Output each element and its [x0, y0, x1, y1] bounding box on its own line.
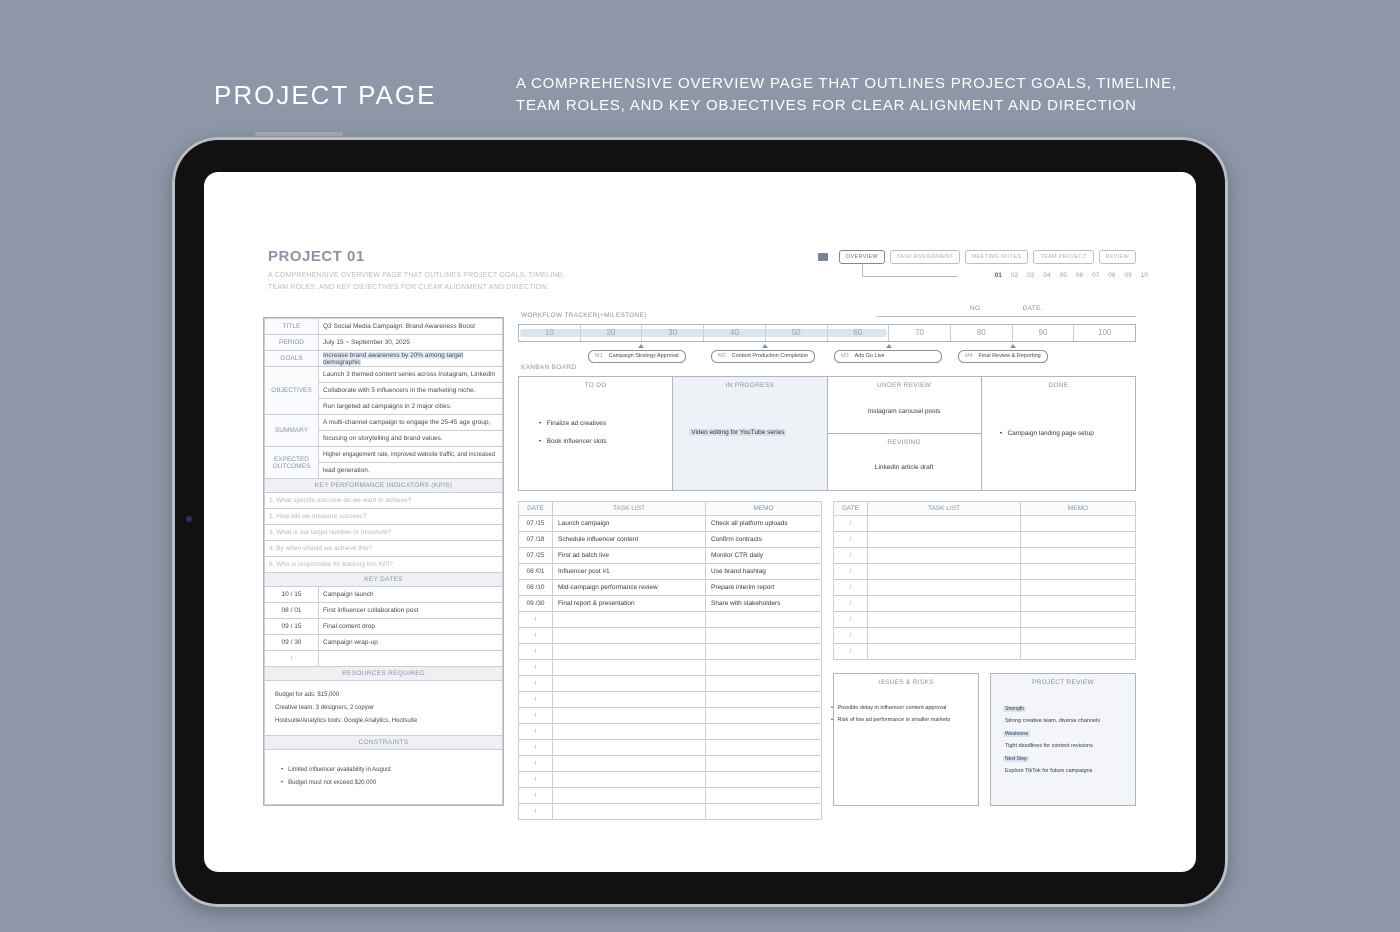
kanban-review — [828, 377, 982, 490]
task-date[interactable]: 09 /30 — [519, 596, 553, 612]
kanban-card[interactable]: • Book influencer slots — [539, 438, 607, 445]
table-row — [519, 644, 822, 660]
table-row — [519, 708, 822, 724]
table-row — [519, 548, 822, 564]
weakness-tag: Weakness — [1005, 731, 1029, 737]
task-date[interactable]: / — [519, 724, 553, 740]
task-date[interactable]: / — [519, 740, 553, 756]
issues-title: ISSUES & RISKS — [878, 679, 934, 686]
tab-team-project[interactable]: TEAM PROJECT — [1033, 250, 1093, 264]
task-memo[interactable]: Check all platform uploads — [706, 516, 822, 532]
no-date-labels — [970, 305, 1081, 312]
task-memo[interactable] — [706, 740, 822, 756]
issue-text: Possible delay in influencer content approval — [837, 705, 947, 711]
task-date[interactable]: / — [834, 612, 868, 628]
kanban-inprogress[interactable] — [673, 377, 827, 490]
task-name[interactable]: Mid-campaign performance review — [553, 580, 706, 596]
table-row — [519, 596, 822, 612]
milestone-label: Ads Go Live — [854, 353, 885, 359]
page-link[interactable]: 08 — [1108, 272, 1116, 279]
no-label: NO. — [970, 305, 983, 312]
task-memo[interactable] — [706, 628, 822, 644]
task-memo[interactable] — [1021, 644, 1136, 660]
task-memo[interactable]: Share with stakeholders — [706, 596, 822, 612]
table-row — [519, 788, 822, 804]
col-date: DATE — [834, 502, 868, 516]
project-review-box[interactable] — [990, 673, 1136, 806]
task-date[interactable]: / — [834, 628, 868, 644]
resource-item: Creative team: 3 designers, 2 copywr — [275, 704, 375, 711]
table-row — [834, 596, 1136, 612]
task-memo[interactable]: Use brand hashtag — [706, 564, 822, 580]
milestone-marker — [886, 344, 892, 348]
task-date[interactable]: / — [834, 580, 868, 596]
page-link[interactable]: 02 — [1010, 272, 1019, 279]
tracker-tick: 50 — [766, 325, 828, 341]
milestone-marker — [762, 344, 768, 348]
task-memo[interactable] — [1021, 580, 1136, 596]
key-date[interactable]: 08 / 01 — [265, 603, 319, 619]
table-row — [834, 564, 1136, 580]
key-date-event[interactable]: Final content drop — [319, 619, 503, 635]
milestone-id: M4 — [965, 353, 973, 359]
table-row — [834, 628, 1136, 644]
kanban-todo[interactable] — [519, 377, 673, 490]
resource-item: Hootsuite/Analytics tools: Google Analytics, Hootsuite — [275, 717, 418, 724]
task-name[interactable] — [553, 724, 706, 740]
task-memo[interactable] — [706, 788, 822, 804]
task-date[interactable]: / — [519, 612, 553, 628]
kanban-inprogress-header: IN PROGRESS — [725, 382, 775, 389]
next-step-tag: Next Step — [1005, 756, 1027, 762]
issue-item: • Possible delay in influencer content approval — [831, 705, 947, 711]
kanban-card[interactable]: Video editing for YouTube series — [691, 429, 785, 436]
weakness-text: Tight deadlines for content revisions — [1005, 743, 1093, 749]
milestone-m3[interactable] — [834, 350, 942, 363]
outcomes-line[interactable]: lead generation. — [319, 463, 503, 479]
kpi-question[interactable]: 5. Who is responsible for tracking this KPI? — [265, 557, 503, 573]
task-memo[interactable] — [1021, 596, 1136, 612]
tracker-tick: 90 — [1013, 325, 1075, 341]
tracker-tick: 60 — [828, 325, 890, 341]
task-date[interactable]: 07 /18 — [519, 532, 553, 548]
objectives-label: OBJECTIVES — [265, 367, 319, 415]
tab-bar — [818, 250, 1136, 264]
task-name[interactable] — [868, 580, 1021, 596]
kpi-question[interactable]: 3. What is our target number or threshold? — [265, 525, 503, 541]
next-step-text: Explore TikTok for future campaigns — [1005, 768, 1093, 774]
task-date[interactable]: 08 /10 — [519, 580, 553, 596]
title-label: TITLE — [265, 319, 319, 335]
task-name[interactable] — [868, 548, 1021, 564]
task-date[interactable]: / — [834, 516, 868, 532]
task-name[interactable] — [553, 804, 706, 820]
col-task: TASK LIST — [868, 502, 1021, 516]
key-date-event[interactable]: Campaign wrap-up — [319, 635, 503, 651]
task-memo[interactable] — [706, 660, 822, 676]
col-memo: MEMO — [1021, 502, 1136, 516]
table-row — [519, 676, 822, 692]
resources-title: RESOURCES REQUIRED — [265, 667, 503, 681]
milestone-label: Final Review & Reporting — [978, 353, 1041, 359]
milestone-id: M2 — [718, 353, 726, 359]
issues-box[interactable] — [833, 673, 979, 806]
task-date[interactable]: / — [834, 532, 868, 548]
task-name[interactable] — [553, 660, 706, 676]
kanban-card-text: Book influencer slots — [546, 438, 607, 445]
task-date[interactable]: / — [519, 708, 553, 724]
kanban-card[interactable]: LinkedIn article draft — [874, 464, 934, 471]
no-date-line[interactable] — [876, 316, 1136, 317]
task-name[interactable]: First ad batch live — [553, 548, 706, 564]
task-name[interactable] — [553, 772, 706, 788]
table-row — [519, 580, 822, 596]
strength-text: Strong creative team, diverse channels — [1005, 718, 1101, 724]
outcomes-label: EXPECTED OUTCOMES — [265, 447, 319, 479]
task-name[interactable]: Influencer post #1 — [553, 564, 706, 580]
issue-item: • Risk of low ad performance in smaller markets — [831, 717, 951, 723]
task-memo[interactable] — [706, 724, 822, 740]
constraint-item: • Limited influencer availability in August — [281, 767, 391, 773]
task-memo[interactable] — [706, 708, 822, 724]
task-table-right — [833, 501, 1136, 660]
issue-text: Risk of low ad performance in smaller markets — [837, 717, 951, 723]
table-row — [519, 772, 822, 788]
task-name[interactable] — [553, 644, 706, 660]
resource-item: Budget for ads: $15,000 — [275, 691, 340, 698]
period-label: PERIOD — [265, 335, 319, 351]
key-date[interactable]: / — [265, 651, 319, 667]
task-name[interactable] — [553, 628, 706, 644]
task-name[interactable] — [553, 692, 706, 708]
date-label: DATE. — [1022, 305, 1043, 312]
table-row — [519, 724, 822, 740]
table-row — [519, 564, 822, 580]
task-name[interactable] — [868, 564, 1021, 580]
kpi-question[interactable]: 2. How will we measure success? — [265, 509, 503, 525]
table-row — [834, 580, 1136, 596]
kanban-board — [518, 376, 1136, 491]
key-date-event[interactable] — [319, 651, 503, 667]
tracker-tick: 30 — [642, 325, 704, 341]
task-date[interactable]: / — [519, 788, 553, 804]
tab-overview[interactable]: OVERVIEW — [839, 250, 885, 264]
col-task: TASK LIST — [553, 502, 706, 516]
task-memo[interactable] — [1021, 548, 1136, 564]
col-memo: MEMO — [706, 502, 822, 516]
page-link[interactable]: 10 — [1140, 272, 1148, 279]
table-row — [519, 740, 822, 756]
key-date[interactable]: 09 / 30 — [265, 635, 319, 651]
device-top-button — [255, 132, 343, 136]
kanban-revising[interactable] — [828, 434, 981, 490]
tracker-tick: 20 — [581, 325, 643, 341]
task-name[interactable]: Schedule influencer content — [553, 532, 706, 548]
kanban-todo-header: TO DO — [584, 382, 607, 389]
kanban-title: KANBAN BOARD — [521, 364, 577, 371]
review-title: PROJECT REVIEW — [1032, 679, 1094, 686]
task-date[interactable]: / — [519, 804, 553, 820]
page-numbers — [995, 272, 1148, 279]
kanban-under-review[interactable] — [828, 377, 981, 434]
task-memo[interactable] — [1021, 564, 1136, 580]
camera-dot — [186, 516, 192, 522]
page-link[interactable]: 09 — [1124, 272, 1132, 279]
tab-connector — [862, 264, 863, 276]
task-date[interactable]: 07 /15 — [519, 516, 553, 532]
summary-line[interactable]: focusing on storytelling and brand values. — [319, 431, 503, 447]
table-row — [519, 756, 822, 772]
kanban-card[interactable]: • Finalize ad creatives — [539, 420, 606, 427]
tracker-tick: 100 — [1098, 328, 1112, 337]
task-date[interactable]: / — [834, 596, 868, 612]
table-row — [834, 532, 1136, 548]
constraint-text: Limited influencer availability in August — [288, 767, 391, 773]
task-memo[interactable]: Prepare interim report — [706, 580, 822, 596]
hero-title: PROJECT PAGE — [214, 80, 437, 110]
tracker-tick: 40 — [704, 325, 766, 341]
milestone-m2[interactable] — [711, 350, 815, 363]
key-date[interactable]: 09 / 15 — [265, 619, 319, 635]
task-date[interactable]: / — [519, 660, 553, 676]
task-date[interactable]: / — [519, 628, 553, 644]
milestone-marker — [638, 344, 644, 348]
task-date[interactable]: / — [834, 564, 868, 580]
resources-cell[interactable] — [265, 681, 503, 736]
kanban-card[interactable]: Instagram carousel posts — [867, 408, 941, 415]
kanban-card[interactable]: • Campaign landing page setup — [999, 430, 1094, 437]
page-link[interactable]: 03 — [1027, 272, 1035, 279]
key-date-event[interactable]: Campaign launch — [319, 587, 503, 603]
task-memo[interactable] — [1021, 628, 1136, 644]
tracker-tick: 80 — [951, 325, 1013, 341]
objective-item[interactable]: Launch 3 themed content series across Instagram, LinkedIn — [319, 367, 503, 383]
task-name[interactable] — [868, 612, 1021, 628]
page-link[interactable]: 01 — [994, 272, 1002, 279]
tab-meeting-notes[interactable]: MEETING NOTES — [965, 250, 1028, 264]
task-name[interactable] — [553, 788, 706, 804]
constraint-item: • Budget must not exceed $20,000 — [281, 780, 377, 786]
kanban-review-header: UNDER REVIEW — [877, 382, 932, 389]
task-memo[interactable] — [1021, 516, 1136, 532]
kanban-done-header: DONE — [1048, 382, 1069, 389]
table-row — [519, 532, 822, 548]
task-memo[interactable]: Monitor CTR daily — [706, 548, 822, 564]
objective-item[interactable]: Collaborate with 5 influencers in the marketing niche. — [319, 383, 503, 399]
key-date[interactable]: 10 / 15 — [265, 587, 319, 603]
page-subtitle: A COMPREHENSIVE OVERVIEW PAGE THAT OUTLINES PROJECT GOALS, TIMELINE, TEAM ROLES, AND KEY OBJECTIVES FOR CLEAR ALIGNMENT AND DIRECTION. — [268, 272, 565, 291]
kpi-section-title: KEY PERFORMANCE INDICATORS (KPIS) — [265, 479, 503, 493]
table-row — [834, 612, 1136, 628]
task-name[interactable] — [553, 612, 706, 628]
milestone-label: Campaign Strategy Approval — [608, 353, 679, 359]
milestone-label: Content Production Completion — [731, 353, 809, 359]
kanban-revising-header: REVISING — [887, 439, 921, 446]
task-memo[interactable] — [1021, 612, 1136, 628]
task-date[interactable]: / — [519, 772, 553, 788]
strength-tag: Strength — [1005, 706, 1024, 712]
task-name[interactable] — [868, 532, 1021, 548]
folder-icon[interactable] — [818, 253, 828, 261]
key-date-event[interactable]: First influencer collaboration post — [319, 603, 503, 619]
kanban-done[interactable] — [982, 377, 1135, 490]
tab-review[interactable]: REVIEW — [1099, 250, 1137, 264]
milestone-id: M3 — [841, 353, 849, 359]
milestone-marker — [1010, 344, 1016, 348]
table-row — [519, 516, 822, 532]
resources-block — [265, 683, 502, 734]
task-memo[interactable] — [706, 756, 822, 772]
task-table-left — [518, 501, 822, 820]
tracker-tick: 70 — [889, 325, 951, 341]
task-date[interactable]: / — [834, 548, 868, 564]
task-memo[interactable] — [1021, 532, 1136, 548]
task-name[interactable] — [553, 756, 706, 772]
outcomes-line[interactable]: Higher engagement rate, improved website traffic, and increased — [319, 447, 503, 463]
table-row — [834, 516, 1136, 532]
task-name[interactable] — [868, 516, 1021, 532]
kpi-question[interactable]: 1. What specific outcome do we want to achieve? — [265, 493, 503, 509]
tablet-screen — [204, 172, 1196, 872]
goals-text: Increase brand awareness by 20% among target demographic — [323, 351, 464, 366]
task-date[interactable]: 08 /01 — [519, 564, 553, 580]
page-link[interactable]: 06 — [1075, 272, 1084, 279]
milestone-m4[interactable] — [958, 350, 1048, 363]
page-link[interactable]: 04 — [1043, 272, 1051, 279]
col-date: DATE — [519, 502, 553, 516]
title-value[interactable]: Q3 Social Media Campaign: Brand Awareness Boost — [319, 319, 503, 335]
task-name[interactable]: Launch campaign — [553, 516, 706, 532]
page-link[interactable]: 05 — [1059, 272, 1067, 279]
task-name[interactable] — [553, 740, 706, 756]
table-row — [519, 804, 822, 820]
task-name[interactable]: Final report & presentation — [553, 596, 706, 612]
key-dates-title: KEY DATES — [265, 573, 503, 587]
workflow-tracker[interactable] — [518, 324, 1136, 342]
table-row — [519, 628, 822, 644]
task-memo[interactable] — [706, 644, 822, 660]
task-name[interactable] — [868, 596, 1021, 612]
task-date[interactable]: / — [519, 692, 553, 708]
summary-label: SUMMARY — [265, 415, 319, 447]
task-name[interactable] — [553, 708, 706, 724]
task-date[interactable]: / — [519, 644, 553, 660]
task-date[interactable]: / — [834, 644, 868, 660]
task-name[interactable] — [868, 644, 1021, 660]
table-row — [834, 644, 1136, 660]
constraints-block — [265, 750, 502, 796]
page-title: PROJECT 01 — [268, 248, 365, 265]
kanban-card-text: Finalize ad creatives — [546, 420, 606, 427]
table-row — [519, 692, 822, 708]
task-memo[interactable] — [706, 772, 822, 788]
objective-item[interactable]: Run targeted ad campaigns in 2 major cities. — [319, 399, 503, 415]
task-memo[interactable] — [706, 692, 822, 708]
hero-description: A COMPREHENSIVE OVERVIEW PAGE THAT OUTLINES PROJECT GOALS, TIMELINE, TEAM ROLES, AND KEY OBJECTIVES FOR CLEAR ALIGNMENT AND DIRECTION — [516, 75, 1177, 114]
task-memo[interactable] — [706, 804, 822, 820]
tracker-tick: 10 — [519, 325, 581, 341]
task-memo[interactable]: Confirm contracts — [706, 532, 822, 548]
constraint-text: Budget must not exceed $20,000 — [288, 780, 377, 786]
period-value[interactable]: July 15 ~ September 30, 2025 — [319, 335, 503, 351]
milestone-m1[interactable] — [588, 350, 686, 363]
summary-line[interactable]: A multi-channel campaign to engage the 25-45 age group, — [319, 415, 503, 431]
task-memo[interactable] — [706, 612, 822, 628]
milestone-id: M1 — [595, 353, 603, 359]
table-row — [519, 660, 822, 676]
table-row — [834, 548, 1136, 564]
task-date[interactable]: / — [519, 676, 553, 692]
task-name[interactable] — [868, 628, 1021, 644]
task-name[interactable] — [553, 676, 706, 692]
tracker-title: WORKFLOW TRACKER(+MILESTONE) — [521, 312, 647, 319]
goals-label: GOALS — [265, 351, 319, 367]
page-link[interactable]: 07 — [1092, 272, 1100, 279]
task-date[interactable]: / — [519, 756, 553, 772]
task-memo[interactable] — [706, 676, 822, 692]
kpi-question[interactable]: 4. By when should we achieve this? — [265, 541, 503, 557]
goals-value[interactable] — [319, 351, 503, 367]
kanban-card-text: Campaign landing page setup — [1007, 430, 1094, 437]
tab-task-assignment[interactable]: TASK ASSIGNMENT — [890, 250, 960, 264]
constraints-cell[interactable] — [265, 750, 503, 805]
constraints-title: CONSTRAINTS — [265, 736, 503, 750]
task-date[interactable]: 07 /25 — [519, 548, 553, 564]
tab-connector-h — [862, 276, 958, 277]
overview-panel — [263, 317, 504, 806]
table-row — [519, 612, 822, 628]
